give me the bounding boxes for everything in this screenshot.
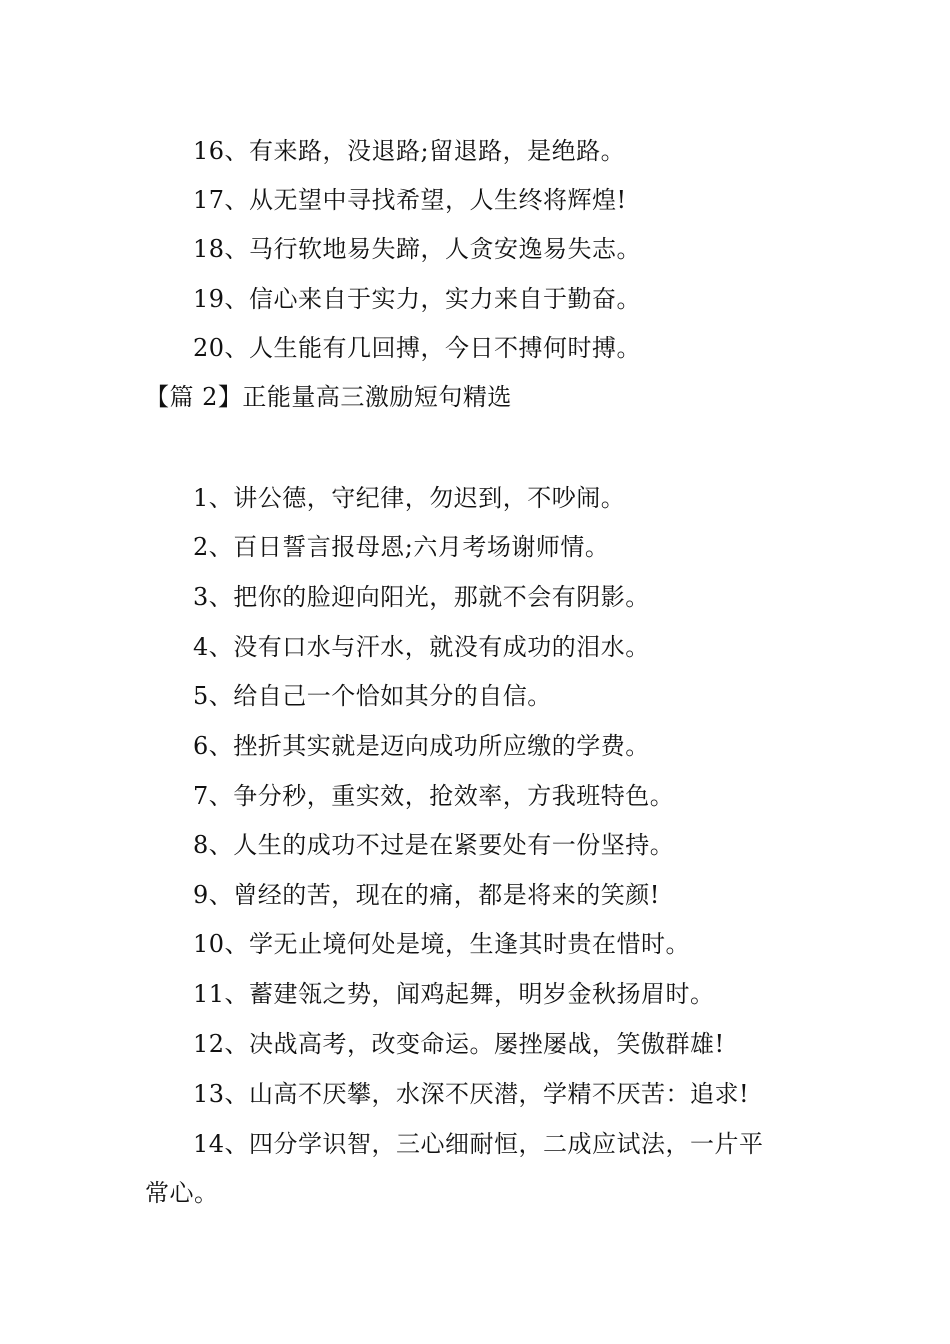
list-item: 5、给自己一个恰如其分的自信。: [193, 682, 552, 710]
list-item: 14、四分学识智，三心细耐恒，二成应试法，一片平: [193, 1130, 764, 1158]
list-item-continuation: 常心。: [145, 1179, 219, 1207]
list-item: 11、蓄建瓴之势，闻鸡起舞，明岁金秋扬眉时。: [193, 980, 715, 1008]
list-item: 4、没有口水与汗水，就没有成功的泪水。: [193, 633, 650, 661]
list-item: 20、人生能有几回搏，今日不搏何时搏。: [193, 334, 642, 362]
list-item: 6、挫折其实就是迈向成功所应缴的学费。: [193, 732, 650, 760]
list-item: 13、山高不厌攀，水深不厌潜，学精不厌苦：追求!: [193, 1080, 750, 1108]
list-item: 7、争分秒，重实效，抢效率，方我班特色。: [193, 782, 675, 810]
list-item: 3、把你的脸迎向阳光，那就不会有阴影。: [193, 583, 650, 611]
list-item: 12、决战高考，改变命运。屡挫屡战，笑傲群雄!: [193, 1030, 725, 1058]
list-item: 1、讲公德，守纪律，勿迟到，不吵闹。: [193, 484, 626, 512]
list-item: 18、马行软地易失蹄，人贪安逸易失志。: [193, 235, 642, 263]
list-item: 9、曾经的苦，现在的痛，都是将来的笑颜!: [193, 881, 660, 909]
list-item: 19、信心来自于实力，实力来自于勤奋。: [193, 285, 642, 313]
list-item: 2、百日誓言报母恩;六月考场谢师情。: [193, 533, 610, 561]
list-item: 17、从无望中寻找希望，人生终将辉煌!: [193, 186, 627, 214]
section-heading: 【篇 2】正能量高三激励短句精选: [145, 383, 512, 411]
list-item: 10、学无止境何处是境，生逢其时贵在惜时。: [193, 930, 691, 958]
list-item: 8、人生的成功不过是在紧要处有一份坚持。: [193, 831, 675, 859]
list-item: 16、有来路，没退路;留退路，是绝路。: [193, 137, 626, 165]
